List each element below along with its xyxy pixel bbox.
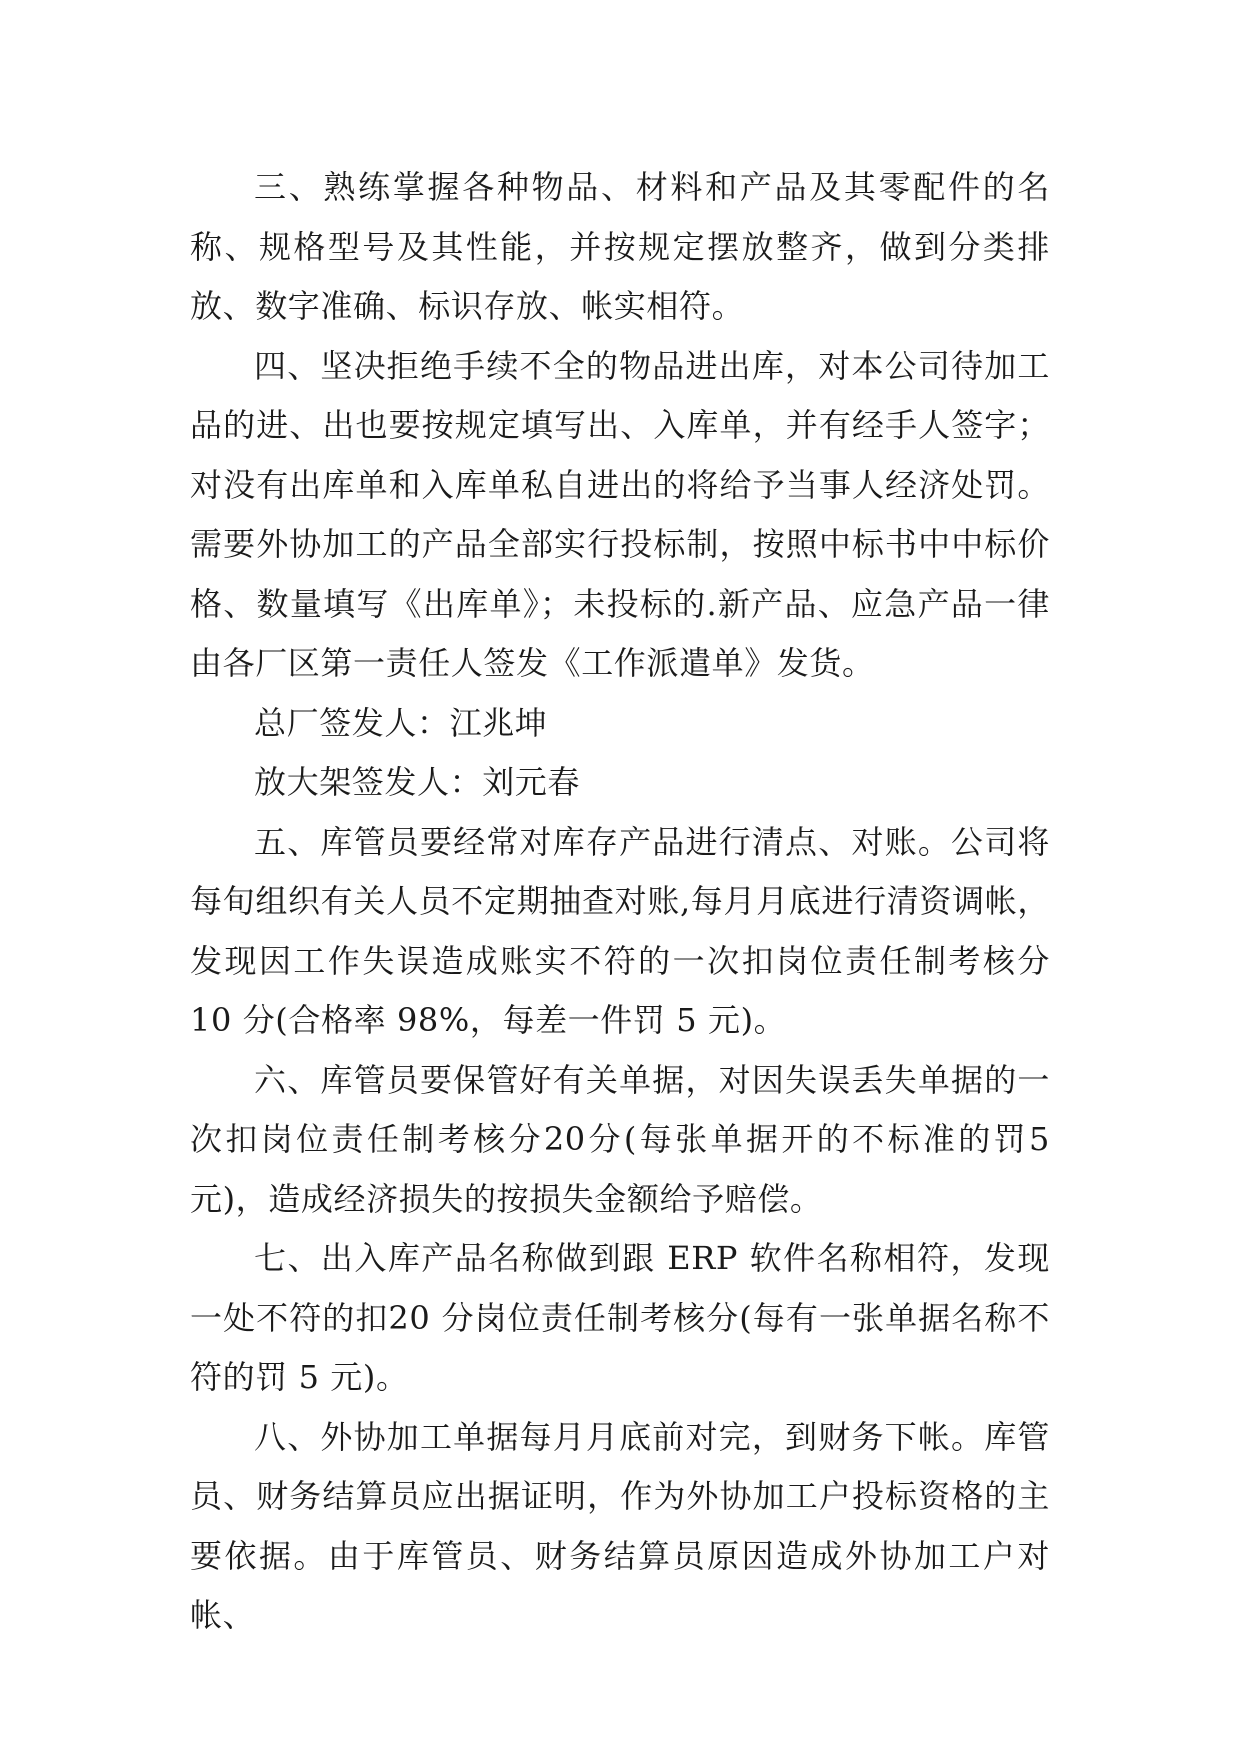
signatory-enlarger-frame: 放大架签发人：刘元春 (254, 763, 581, 801)
paragraph-item-8: 八、外协加工单据每月月底前对完，到财务下帐。库管员、财务结算员应出据证明，作为外协加工户投标资格的主要依据。由于库管员、财务结算员原因造成外协加工户对帐、 (190, 1417, 1050, 1634)
document-body (190, 158, 1050, 1646)
signatory-main-factory: 总厂签发人：江兆坤 (254, 703, 548, 742)
paragraph-item-4: 四、坚决拒绝手续不全的物品进出库，对本公司待加工品的进、出也要按规定填写出、入库单，并有经手人签字；对没有出库单和入库单私自进出的将给予当事人经济处罚。需要外协加工的产品全部实行投标制，按照中标书中中标价格、数量填写《出库单》；未投标的.新产品、应急产品一律由各厂区第一责任人签发《工作派遣单》发货。 (190, 346, 1050, 682)
paragraph-item-6: 六、库管员要保管好有关单据，对因失误丢失单据的一次扣岗位责任制考核分20分(每张单据开的不标准的罚5元)，造成经济损失的按损失金额给予赔偿。 (190, 1060, 1050, 1218)
paragraph-item-3: 三、熟练掌握各种物品、材料和产品及其零配件的名称、规格型号及其性能，并按规定摆放整齐，做到分类排放、数字准确、标识存放、帐实相符。 (190, 168, 1050, 325)
paragraph-item-7: 七、出入库产品名称做到跟 ERP 软件名称相符，发现一处不符的扣20 分岗位责任制考核分(每有一张单据名称不符的罚 5 元)。 (190, 1239, 1050, 1396)
paragraph-item-5: 五、库管员要经常对库存产品进行清点、对账。公司将每旬组织有关人员不定期抽查对账,每月月底进行清资调帐，发现因工作失误造成账实不符的一次扣岗位责任制考核分 10 分(合格率 98%，每差一件罚 5 元)。 (190, 822, 1050, 1039)
